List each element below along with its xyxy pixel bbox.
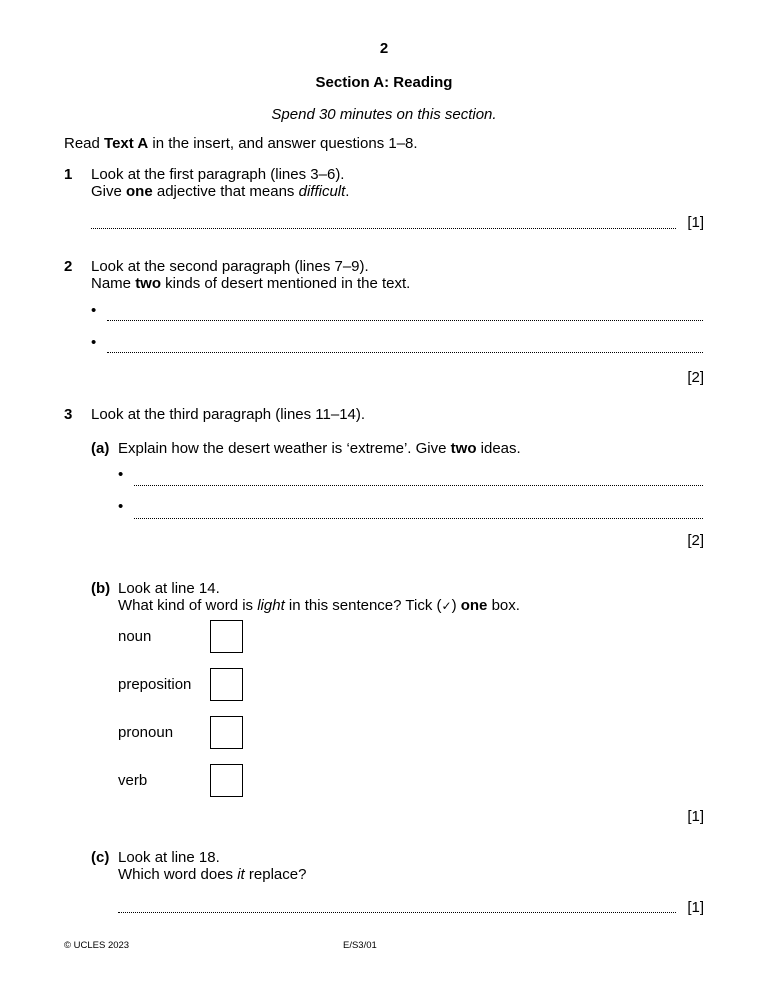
q2-bullet-2: •	[91, 334, 97, 351]
q2-answer-line-2[interactable]	[107, 352, 703, 353]
q2-number: 2	[64, 258, 73, 275]
q2-bullet-1: •	[91, 302, 97, 319]
q3a-answer-line-1[interactable]	[134, 485, 703, 486]
q1-number: 1	[64, 166, 73, 183]
intro-post: in the insert, and answer questions 1–8.	[148, 135, 418, 152]
q3c-label: (c)	[91, 849, 110, 866]
checkbox-noun[interactable]	[210, 620, 243, 653]
q3b-line2-mid2: )	[451, 597, 461, 614]
q3a-bullet-1: •	[118, 466, 124, 483]
q1-line2-italic: difficult	[298, 183, 346, 200]
q3c-line2-post: replace?	[244, 866, 307, 883]
tick-icon: ✓	[441, 599, 452, 613]
q3c-answer-line[interactable]	[118, 912, 676, 913]
q3a-answer-line-2[interactable]	[134, 518, 703, 519]
footer-code: E/S3/01	[343, 940, 377, 951]
option-label-noun: noun	[118, 628, 152, 645]
checkbox-preposition[interactable]	[210, 668, 243, 701]
q3a-label: (a)	[91, 440, 110, 457]
q2-line2-post: kinds of desert mentioned in the text.	[161, 275, 411, 292]
q3c-mark: [1]	[687, 899, 704, 916]
q1-line2-mid: adjective that means	[152, 183, 299, 200]
q3b-line2-italic: light	[257, 597, 285, 614]
q2-mark: [2]	[687, 369, 704, 386]
q3a-text-pre: Explain how the desert weather is ‘extreme’. Give	[118, 440, 451, 457]
checkbox-verb[interactable]	[210, 764, 243, 797]
q3b-label: (b)	[91, 580, 111, 597]
q3b-mark: [1]	[687, 808, 704, 825]
q3c-line2-pre: Which word does	[118, 866, 238, 883]
q2-answer-line-1[interactable]	[107, 320, 703, 321]
q3b-line2-bold: one	[460, 597, 488, 614]
q2-line2-bold: two	[135, 275, 162, 292]
q3c-line2	[118, 866, 306, 884]
q3a-mark: [2]	[687, 532, 704, 549]
intro-text	[64, 135, 418, 153]
q3b-line1: Look at line 14.	[118, 580, 220, 597]
q3b-line2-pre: What kind of word is	[118, 597, 258, 614]
section-title: Section A: Reading	[315, 74, 453, 91]
q3b-line2	[118, 597, 520, 615]
q3c-line2-italic: it	[237, 866, 245, 883]
q2-line1: Look at the second paragraph (lines 7–9).	[91, 258, 369, 275]
q1-answer-line[interactable]	[91, 228, 676, 229]
q2-line2-pre: Name	[91, 275, 136, 292]
intro-pre: Read	[64, 135, 105, 152]
q1-line2	[91, 183, 349, 201]
page-number: 2	[379, 40, 389, 57]
q3a-text	[118, 440, 521, 458]
q1-line1: Look at the first paragraph (lines 3–6).	[91, 166, 345, 183]
q3b-line2-mid: in this sentence? Tick (	[284, 597, 442, 614]
section-instruction: Spend 30 minutes on this section.	[271, 106, 497, 123]
q2-line2	[91, 275, 410, 293]
q3a-text-bold: two	[450, 440, 477, 457]
intro-bold: Text A	[104, 135, 149, 152]
footer-copyright: © UCLES 2023	[64, 940, 130, 951]
q3a-bullet-2: •	[118, 498, 124, 515]
q3c-line1: Look at line 18.	[118, 849, 220, 866]
option-label-verb: verb	[118, 772, 148, 789]
q3b-line2-post: box.	[487, 597, 520, 614]
q3-number: 3	[64, 406, 73, 423]
q1-line2-bold: one	[126, 183, 153, 200]
q1-mark: [1]	[687, 214, 704, 231]
q3-stem: Look at the third paragraph (lines 11–14).	[91, 406, 366, 423]
option-label-preposition: preposition	[118, 676, 192, 693]
q3a-text-post: ideas.	[476, 440, 521, 457]
q1-line2-post: .	[345, 183, 350, 200]
option-label-pronoun: pronoun	[118, 724, 174, 741]
q1-line2-pre: Give	[91, 183, 127, 200]
checkbox-pronoun[interactable]	[210, 716, 243, 749]
